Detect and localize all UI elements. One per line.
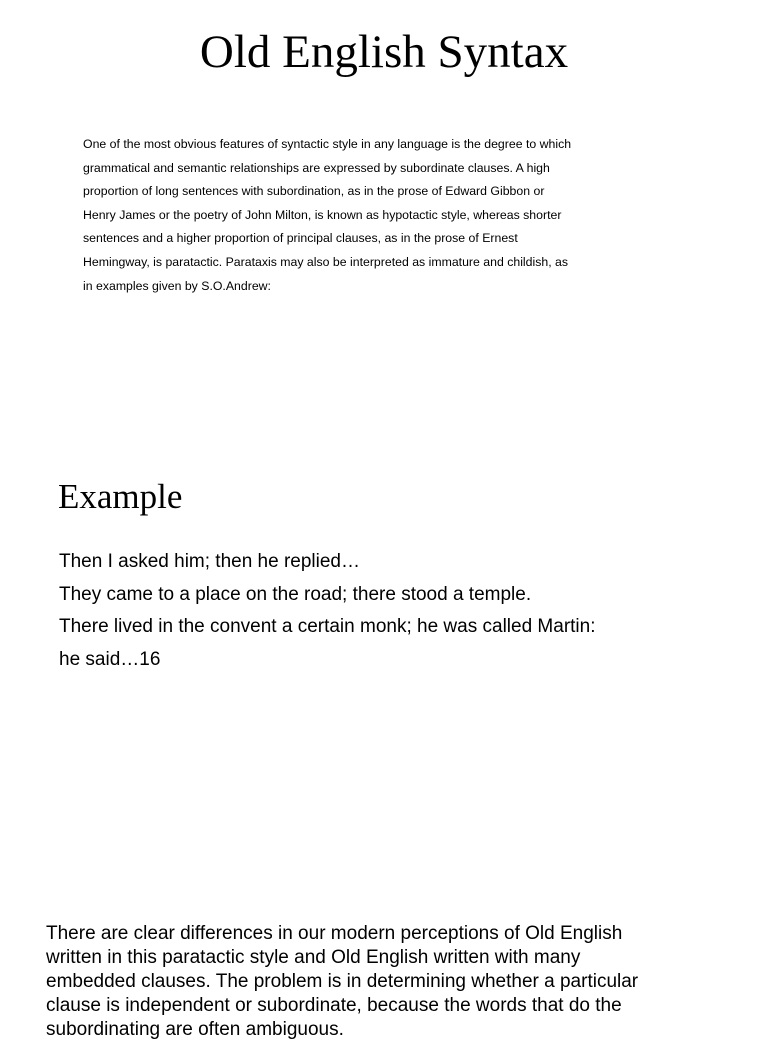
example-line: They came to a place on the road; there stood a temple.: [59, 583, 532, 605]
intro-line: One of the most obvious features of syntactic style in any language is the degree to which: [83, 137, 572, 151]
example-line: There lived in the convent a certain monk; he was called Martin:: [59, 616, 596, 637]
intro-line: sentences and a higher proportion of principal clauses, as in the prose of Ernest: [83, 231, 518, 246]
closing-line: There are clear differences in our modern perceptions of Old English: [46, 923, 623, 944]
document-title: Old English Syntax: [199, 26, 569, 78]
closing-line: clause is independent or subordinate, because the words that do the: [46, 995, 622, 1016]
example-heading: Example: [58, 477, 183, 516]
example-line: he said…16: [59, 648, 161, 670]
intro-line: Hemingway, is paratactic. Parataxis may also be interpreted as immature and childish, as: [83, 254, 569, 269]
example-line: Then I asked him; then he replied…: [59, 551, 361, 572]
intro-line: in examples given by S.O.Andrew:: [83, 278, 271, 293]
closing-line: written in this paratactic style and Old English written with many: [46, 947, 581, 968]
closing-line: subordinating are often ambiguous.: [46, 1019, 344, 1040]
example-sentences: [59, 546, 739, 676]
intro-line: proportion of long sentences with subordination, as in the prose of Edward Gibbon or: [83, 184, 545, 199]
intro-line: Henry James or the poetry of John Milton, is known as hypotactic style, whereas shorter: [83, 207, 562, 222]
closing-line: embedded clauses. The problem is in determining whether a particular: [46, 971, 639, 992]
intro-paragraph: [83, 133, 623, 298]
intro-line: grammatical and semantic relationships are expressed by subordinate clauses. A high: [83, 160, 550, 175]
closing-paragraph: [46, 922, 761, 1042]
